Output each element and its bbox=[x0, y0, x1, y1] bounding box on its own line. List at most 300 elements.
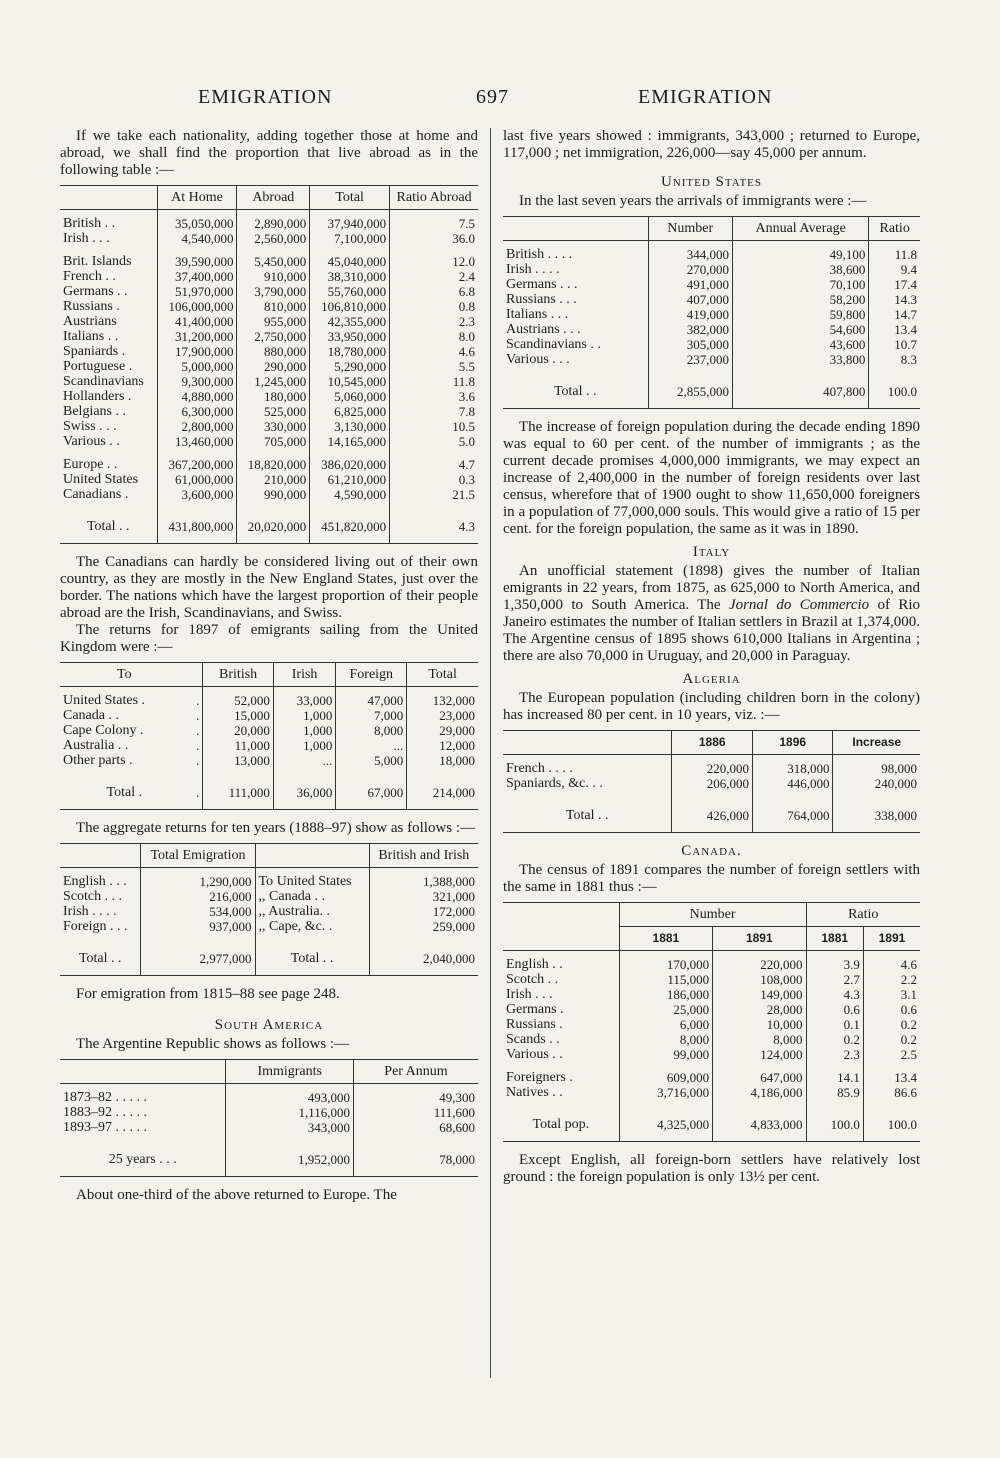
table-cell: 18,000 bbox=[407, 753, 478, 768]
paragraph: The European population (including children born in the colony) has increased 80 per cent. in 10 years, viz. :— bbox=[503, 690, 920, 723]
table-cell: ... bbox=[336, 738, 407, 753]
table-cell: 14.3 bbox=[869, 292, 920, 307]
table-cell: 1,000 bbox=[273, 738, 335, 753]
table-cell: 764,000 bbox=[752, 799, 833, 833]
table-row bbox=[503, 1047, 920, 1062]
table-cell: 28,000 bbox=[713, 1002, 806, 1017]
table-cell: 10.7 bbox=[869, 337, 920, 352]
table-cell: 955,000 bbox=[237, 314, 310, 329]
left-column bbox=[60, 128, 478, 1204]
text: An unofficial statement (1898) gives the number of Italian emigrants in 22 years, from 1875, as 625,000 to North America, and 1,350,000 to South America. The bbox=[503, 563, 920, 613]
paragraph: The increase of foreign population during the decade ending 1890 was equal to 60 per cent. of the number of immigrants ; as the current decade promises 4,000,000 immigrants, we may expect an increase of 2,400,000 in the number of foreign residents over last census, wherefore that of 1900 ought to show 11,650,000 foreigners in a population of 77,000,000 souls. This would give a ratio of 15 per cent. for the foreign population, the same as it was in 1890. bbox=[503, 419, 920, 537]
table-cell: 534,000 bbox=[141, 904, 255, 919]
table-cell: ... bbox=[273, 753, 335, 768]
paragraph: If we take each nationality, adding together those at home and abroad, we shall find the proportion that live abroad as in the following table :— bbox=[60, 128, 478, 178]
column-header: 1881 bbox=[806, 927, 863, 951]
table-row bbox=[503, 776, 920, 791]
table-cell: 367,200,000 bbox=[157, 457, 237, 472]
table-row bbox=[60, 1120, 478, 1135]
table-cell: . bbox=[196, 708, 200, 723]
paragraph: In the last seven years the arrivals of immigrants were :— bbox=[519, 193, 867, 209]
table-cell: 49,300 bbox=[353, 1084, 478, 1106]
column-header: Increase bbox=[833, 731, 920, 755]
table-cell: 14.1 bbox=[806, 1070, 863, 1085]
row-label: Canadians . bbox=[63, 487, 129, 502]
table-cell: 2,040,000 bbox=[369, 942, 478, 976]
table-cell: 35,050,000 bbox=[157, 210, 237, 232]
row-label: Belgians . . bbox=[63, 404, 126, 419]
header-row bbox=[503, 903, 920, 927]
table-cell: 13.4 bbox=[863, 1070, 920, 1085]
table-cell: 609,000 bbox=[619, 1070, 712, 1085]
table-row bbox=[503, 352, 920, 367]
table-row bbox=[60, 457, 478, 472]
table-row bbox=[503, 987, 920, 1002]
table-cell: 20,020,000 bbox=[237, 510, 310, 544]
row-label: United States bbox=[63, 472, 139, 487]
table-cell: 29,000 bbox=[407, 723, 478, 738]
table-cell: 43,600 bbox=[732, 337, 868, 352]
table-row bbox=[503, 1070, 920, 1085]
table-cell: 36.0 bbox=[390, 231, 478, 246]
table-cell: 0.6 bbox=[806, 1002, 863, 1017]
table-row bbox=[503, 241, 920, 263]
table-cell: 7,000 bbox=[336, 708, 407, 723]
row-label: United States . bbox=[63, 693, 146, 708]
row-label: Australia . . bbox=[63, 738, 129, 753]
row-label: Natives . . bbox=[506, 1085, 563, 1100]
table-cell: 330,000 bbox=[237, 419, 310, 434]
table-row bbox=[503, 1002, 920, 1017]
table-cell: 8,000 bbox=[336, 723, 407, 738]
table-cell: 4.6 bbox=[390, 344, 478, 359]
row-label: 1893–97 . . . . . bbox=[63, 1120, 147, 1135]
spacer-row bbox=[503, 791, 920, 799]
table-cell: 344,000 bbox=[648, 241, 732, 263]
table-cell: 68,600 bbox=[353, 1120, 478, 1135]
table-cell: 318,000 bbox=[752, 755, 833, 777]
spacer-row bbox=[60, 934, 478, 942]
section-heading: United States bbox=[660, 174, 763, 190]
row-label: Various . . bbox=[63, 434, 120, 449]
table-row bbox=[60, 1084, 478, 1106]
table-row bbox=[503, 951, 920, 973]
row-label: Spaniards . bbox=[63, 344, 126, 359]
table-cell: 2,890,000 bbox=[237, 210, 310, 232]
table-cell: 382,000 bbox=[648, 322, 732, 337]
table-cell: 54,600 bbox=[732, 322, 868, 337]
section-heading: Italy bbox=[692, 544, 731, 560]
spacer-row bbox=[60, 768, 478, 776]
paragraph: Except English, all foreign-born settlers have relatively lost ground : the foreign population is only 13½ per cent. bbox=[503, 1152, 920, 1185]
table-row bbox=[60, 231, 478, 246]
column-header bbox=[60, 844, 141, 868]
header-row bbox=[503, 217, 920, 241]
column-header: Total bbox=[407, 663, 478, 687]
paragraph: The Canadians can hardly be considered living out of their own country, as they are mostly in the New England States, just over the border. The nations which have the largest proportion of their people abroad are the Irish, Scandinavians, and Swiss. bbox=[60, 554, 478, 621]
table-cell: 305,000 bbox=[648, 337, 732, 352]
table-cell: 2,800,000 bbox=[157, 419, 237, 434]
row-label: Swiss . . . bbox=[63, 419, 117, 434]
table-cell: 42,355,000 bbox=[310, 314, 390, 329]
table-cell: 4,833,000 bbox=[713, 1108, 806, 1142]
table-row bbox=[503, 375, 920, 409]
table-cell: 108,000 bbox=[713, 972, 806, 987]
table-cell: 810,000 bbox=[237, 299, 310, 314]
table-cell: 647,000 bbox=[713, 1070, 806, 1085]
table-cell: 2.5 bbox=[863, 1047, 920, 1062]
table-cell: 45,040,000 bbox=[310, 254, 390, 269]
table-row bbox=[503, 262, 920, 277]
table-row bbox=[60, 434, 478, 449]
table-cell: 38,310,000 bbox=[310, 269, 390, 284]
table-cell: 237,000 bbox=[648, 352, 732, 367]
table-cell: 386,020,000 bbox=[310, 457, 390, 472]
table-cell: ,, Canada . . bbox=[255, 889, 369, 904]
section-heading: South America bbox=[214, 1017, 324, 1033]
table-cell: 7,100,000 bbox=[310, 231, 390, 246]
table-cell: 5,290,000 bbox=[310, 359, 390, 374]
table-cell: 937,000 bbox=[141, 919, 255, 934]
row-label: 25 years . . . bbox=[60, 1143, 226, 1177]
column-header bbox=[503, 731, 672, 755]
row-label: Total . . bbox=[503, 799, 672, 833]
table-row bbox=[503, 1085, 920, 1100]
table-row bbox=[60, 708, 478, 723]
paragraph: The returns for 1897 of emigrants sailing from the United Kingdom were :— bbox=[60, 622, 478, 655]
spacer-row bbox=[60, 1135, 478, 1143]
table-cell: 5,450,000 bbox=[237, 254, 310, 269]
ten-year-table bbox=[60, 843, 478, 976]
table-cell: 407,000 bbox=[648, 292, 732, 307]
row-label: Russians . . . bbox=[506, 292, 577, 307]
table-cell: 18,780,000 bbox=[310, 344, 390, 359]
table-cell: 8.0 bbox=[390, 329, 478, 344]
table-cell: 170,000 bbox=[619, 951, 712, 973]
spacer-row bbox=[503, 1062, 920, 1070]
row-label: Germans . . . bbox=[506, 277, 578, 292]
table-row bbox=[503, 277, 920, 292]
table-row bbox=[60, 314, 478, 329]
row-label: Scandinavians bbox=[63, 374, 144, 389]
table-cell: . bbox=[196, 693, 200, 708]
table-cell: 67,000 bbox=[336, 776, 407, 810]
table-cell: 3,130,000 bbox=[310, 419, 390, 434]
spacer-row bbox=[503, 367, 920, 375]
table-cell: 14.7 bbox=[869, 307, 920, 322]
table-cell: 4.6 bbox=[863, 951, 920, 973]
table-cell: 2.3 bbox=[806, 1047, 863, 1062]
table-cell: 2.3 bbox=[390, 314, 478, 329]
table-cell: 61,210,000 bbox=[310, 472, 390, 487]
table-cell: 8,000 bbox=[713, 1032, 806, 1047]
row-label: English . . . bbox=[63, 874, 127, 889]
table-cell: 38,600 bbox=[732, 262, 868, 277]
table-cell: 21.5 bbox=[390, 487, 478, 502]
returns-1897-table bbox=[60, 662, 478, 810]
table-cell: 4,186,000 bbox=[713, 1085, 806, 1100]
table-cell: 10,545,000 bbox=[310, 374, 390, 389]
table-cell: . bbox=[196, 753, 200, 768]
paragraph: The aggregate returns for ten years (1888–97) show as follows :— bbox=[76, 820, 476, 836]
table-row bbox=[60, 889, 478, 904]
table-cell: 18,820,000 bbox=[237, 457, 310, 472]
column-divider bbox=[490, 128, 491, 1378]
table-cell: 290,000 bbox=[237, 359, 310, 374]
table-cell: 5,000,000 bbox=[157, 359, 237, 374]
spacer-row bbox=[60, 246, 478, 254]
table-cell: 0.8 bbox=[390, 299, 478, 314]
table-cell: 111,600 bbox=[353, 1105, 478, 1120]
row-label: Foreign . . . bbox=[63, 919, 128, 934]
row-label: Irish . . . . bbox=[63, 904, 117, 919]
column-header bbox=[60, 186, 157, 210]
table-cell: 419,000 bbox=[648, 307, 732, 322]
column-header bbox=[189, 663, 203, 687]
column-header: At Home bbox=[157, 186, 237, 210]
row-label: Irish . . . bbox=[63, 231, 110, 246]
row-label: Total . . bbox=[60, 942, 141, 976]
row-label: English . . bbox=[506, 957, 563, 972]
table-cell: 13.4 bbox=[869, 322, 920, 337]
table-row bbox=[503, 1017, 920, 1032]
table-cell: 70,100 bbox=[732, 277, 868, 292]
table-row bbox=[60, 776, 478, 810]
table-cell: 100.0 bbox=[863, 1108, 920, 1142]
table-cell: 11,000 bbox=[203, 738, 274, 753]
table-cell: 0.2 bbox=[863, 1032, 920, 1047]
table-cell: 124,000 bbox=[713, 1047, 806, 1062]
row-label: Total . bbox=[60, 776, 189, 810]
table-cell: 8,000 bbox=[619, 1032, 712, 1047]
journal-title: Jornal do Commercio bbox=[728, 597, 870, 613]
table-cell: 51,970,000 bbox=[157, 284, 237, 299]
table-cell: 343,000 bbox=[226, 1120, 354, 1135]
row-label: French . . . . bbox=[506, 761, 573, 776]
table-cell: 3.6 bbox=[390, 389, 478, 404]
table-cell: . bbox=[196, 723, 200, 738]
table-cell: 14,165,000 bbox=[310, 434, 390, 449]
table-cell: 4.7 bbox=[390, 457, 478, 472]
table-cell: 12.0 bbox=[390, 254, 478, 269]
table-cell: 17,900,000 bbox=[157, 344, 237, 359]
table-row bbox=[60, 904, 478, 919]
row-label: 1883–92 . . . . . bbox=[63, 1105, 147, 1120]
paragraph: The Argentine Republic shows as follows :— bbox=[76, 1036, 350, 1052]
table-cell: ,, Cape, &c. . bbox=[255, 919, 369, 934]
running-head-right: EMIGRATION bbox=[638, 86, 773, 108]
table-cell: 33,000 bbox=[273, 687, 335, 709]
table-cell: 172,000 bbox=[369, 904, 478, 919]
table-cell: 880,000 bbox=[237, 344, 310, 359]
table-row bbox=[60, 284, 478, 299]
table-cell: 61,000,000 bbox=[157, 472, 237, 487]
table-cell: 47,000 bbox=[336, 687, 407, 709]
row-label: Irish . . . . bbox=[506, 262, 560, 277]
table-cell: 220,000 bbox=[672, 755, 753, 777]
table-cell: 6,300,000 bbox=[157, 404, 237, 419]
table-cell: 1,000 bbox=[273, 723, 335, 738]
table-row bbox=[60, 210, 478, 232]
paragraph: The census of 1891 compares the number of foreign settlers with the same in 1881 thus :— bbox=[503, 862, 920, 895]
spacer-row bbox=[60, 502, 478, 510]
paragraph: About one-third of the above returned to Europe. The bbox=[76, 1187, 397, 1203]
table-row bbox=[503, 307, 920, 322]
table-cell: 100.0 bbox=[806, 1108, 863, 1142]
table-cell: 41,400,000 bbox=[157, 314, 237, 329]
table-cell: To United States bbox=[255, 868, 369, 890]
canada-table bbox=[503, 902, 920, 1142]
table-cell: ,, Australia. . bbox=[255, 904, 369, 919]
table-row bbox=[60, 723, 478, 738]
table-cell: 5,000 bbox=[336, 753, 407, 768]
table-cell: 1,388,000 bbox=[369, 868, 478, 890]
table-cell: 2,750,000 bbox=[237, 329, 310, 344]
column-header: 1896 bbox=[752, 731, 833, 755]
row-label: Italians . . bbox=[63, 329, 119, 344]
table-cell: 0.1 bbox=[806, 1017, 863, 1032]
header-row bbox=[60, 844, 478, 868]
table-cell: 15,000 bbox=[203, 708, 274, 723]
table-cell: 5.5 bbox=[390, 359, 478, 374]
row-label: Cape Colony . bbox=[63, 723, 144, 738]
table-row bbox=[60, 344, 478, 359]
table-row bbox=[503, 337, 920, 352]
table-cell: 111,000 bbox=[203, 776, 274, 810]
table-row bbox=[60, 942, 478, 976]
table-cell: 7.8 bbox=[390, 404, 478, 419]
column-header: Per Annum bbox=[353, 1060, 478, 1084]
table-row bbox=[503, 972, 920, 987]
row-label: Various . . . bbox=[506, 352, 570, 367]
table-cell: 270,000 bbox=[648, 262, 732, 277]
column-header: Total bbox=[310, 186, 390, 210]
column-header: Ratio bbox=[869, 217, 920, 241]
table-row bbox=[60, 389, 478, 404]
table-row bbox=[60, 487, 478, 502]
table-row bbox=[60, 299, 478, 314]
table-row bbox=[60, 472, 478, 487]
table-row bbox=[60, 404, 478, 419]
table-cell: 78,000 bbox=[353, 1143, 478, 1177]
running-head-left: EMIGRATION bbox=[198, 86, 333, 108]
paragraph bbox=[503, 563, 920, 665]
table-row bbox=[503, 322, 920, 337]
row-label: Italians . . . bbox=[506, 307, 569, 322]
table-row bbox=[60, 329, 478, 344]
table-cell: 0.3 bbox=[390, 472, 478, 487]
table-cell: 259,000 bbox=[369, 919, 478, 934]
table-cell: 132,000 bbox=[407, 687, 478, 709]
row-label: Total . . bbox=[503, 375, 648, 409]
table-cell: 705,000 bbox=[237, 434, 310, 449]
table-cell: 4.3 bbox=[806, 987, 863, 1002]
table-cell: 37,400,000 bbox=[157, 269, 237, 284]
table-cell: 10,000 bbox=[713, 1017, 806, 1032]
table-cell: . bbox=[196, 738, 200, 753]
right-column bbox=[503, 128, 920, 1186]
row-label: Germans . . bbox=[63, 284, 128, 299]
column-header: Abroad bbox=[237, 186, 310, 210]
table-cell: 491,000 bbox=[648, 277, 732, 292]
table-cell: 446,000 bbox=[752, 776, 833, 791]
spacer-row bbox=[60, 449, 478, 457]
table-cell: 0.6 bbox=[863, 1002, 920, 1017]
table-row bbox=[60, 269, 478, 284]
row-label: Scands . . bbox=[506, 1032, 560, 1047]
header-row bbox=[60, 186, 478, 210]
table-row bbox=[503, 1032, 920, 1047]
table-cell: 85.9 bbox=[806, 1085, 863, 1100]
table-cell: 426,000 bbox=[672, 799, 753, 833]
row-label: Russians . bbox=[506, 1017, 563, 1032]
table-cell: 6,000 bbox=[619, 1017, 712, 1032]
table-row bbox=[60, 738, 478, 753]
table-cell: 3,716,000 bbox=[619, 1085, 712, 1100]
table-cell: 33,950,000 bbox=[310, 329, 390, 344]
table-cell: 13,000 bbox=[203, 753, 274, 768]
table-cell: 2,977,000 bbox=[141, 942, 255, 976]
table-row bbox=[60, 510, 478, 544]
argentine-table bbox=[60, 1059, 478, 1177]
table-cell: 3,790,000 bbox=[237, 284, 310, 299]
us-arrivals-table bbox=[503, 216, 920, 409]
table-cell: 37,940,000 bbox=[310, 210, 390, 232]
table-cell: 7.5 bbox=[390, 210, 478, 232]
row-label: British . . bbox=[63, 216, 116, 231]
table-row bbox=[60, 419, 478, 434]
row-label: French . . bbox=[63, 269, 116, 284]
table-cell: 431,800,000 bbox=[157, 510, 237, 544]
nationality-table bbox=[60, 185, 478, 544]
table-cell: 5.0 bbox=[390, 434, 478, 449]
row-label: 1873–82 . . . . . bbox=[63, 1090, 147, 1105]
table-row bbox=[503, 755, 920, 777]
algeria-table bbox=[503, 730, 920, 833]
section-heading: Canada. bbox=[681, 843, 742, 859]
table-cell: 1,000 bbox=[273, 708, 335, 723]
row-label: Scandinavians . . bbox=[506, 337, 601, 352]
table-cell: 12,000 bbox=[407, 738, 478, 753]
table-cell: 58,200 bbox=[732, 292, 868, 307]
table-cell: 2.7 bbox=[806, 972, 863, 987]
table-cell: 13,460,000 bbox=[157, 434, 237, 449]
table-row bbox=[60, 374, 478, 389]
table-row bbox=[60, 359, 478, 374]
table-row bbox=[60, 868, 478, 890]
table-row bbox=[60, 919, 478, 934]
table-cell: 4.3 bbox=[390, 510, 478, 544]
row-label: Total . . bbox=[60, 510, 157, 544]
table-cell: 4,325,000 bbox=[619, 1108, 712, 1142]
table-cell: 2.2 bbox=[863, 972, 920, 987]
table-row bbox=[60, 687, 478, 709]
column-header: 1881 bbox=[619, 927, 712, 951]
column-header: Ratio Abroad bbox=[390, 186, 478, 210]
table-cell: 0.2 bbox=[806, 1032, 863, 1047]
group-header: Ratio bbox=[806, 903, 920, 927]
column-header bbox=[60, 1060, 226, 1084]
table-cell: 0.2 bbox=[863, 1017, 920, 1032]
table-cell: 8.3 bbox=[869, 352, 920, 367]
table-cell: 106,810,000 bbox=[310, 299, 390, 314]
row-label: Scotch . . bbox=[506, 972, 559, 987]
table-cell: 1,245,000 bbox=[237, 374, 310, 389]
table-cell: 3.9 bbox=[806, 951, 863, 973]
column-header bbox=[255, 844, 369, 868]
page-number: 697 bbox=[476, 86, 509, 108]
column-header: To bbox=[60, 663, 189, 687]
